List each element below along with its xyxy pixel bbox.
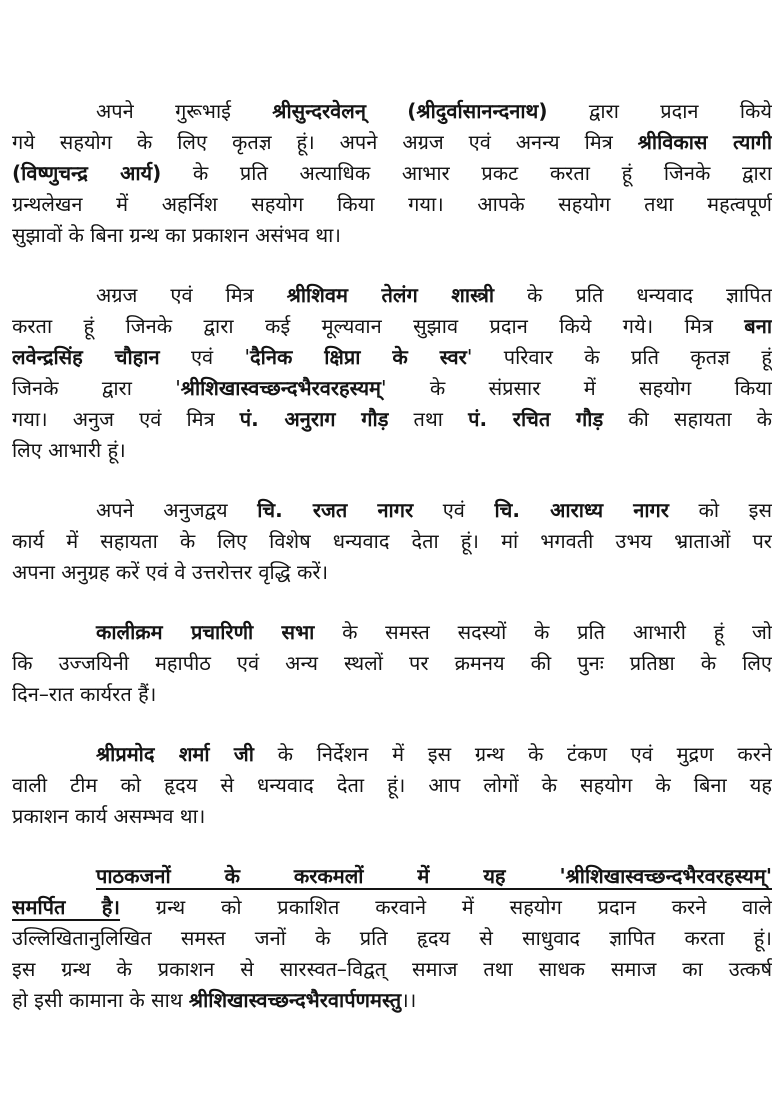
text: सुझावों के बिना ग्रन्थ का प्रकाशन असंभव था। <box>12 223 341 247</box>
text: अपने गुरूभाई <box>96 99 273 123</box>
text: गये सहयोग के लिए कृतज्ञ हूं। अपने अग्रज एवं अनन्य मित्र <box>12 130 638 154</box>
text: के समस्त सदस्यों के प्रति आभारी हूं जो <box>314 620 772 644</box>
text-line <box>12 861 772 892</box>
bold-text: समर्पित है। <box>12 895 121 919</box>
text-line <box>12 892 772 923</box>
text: दिन–रात कार्यरत हैं। <box>12 682 157 706</box>
paragraph <box>12 617 772 710</box>
text-line <box>12 96 772 127</box>
text: जिनके द्वारा ' <box>12 376 181 400</box>
bold-text: कालीक्रम प्रचारिणी सभा <box>96 620 315 644</box>
text: एवं <box>413 498 495 522</box>
bold-text: चि. आराध्य नागर <box>494 498 669 522</box>
bold-text: पं. रचित गौड़ <box>468 407 604 431</box>
bold-text: श्रीसुन्दरवेलन् <box>272 99 366 123</box>
text: उल्लिखितानुलिखित समस्त जनों के प्रति हृदय से साधुवाद ज्ञापित करता हूं। <box>12 926 772 950</box>
text: अग्रज एवं मित्र <box>96 283 287 307</box>
text-line <box>12 648 772 679</box>
paragraph <box>12 96 772 251</box>
text: ग्रन्थलेखन में अहर्निश सहयोग किया गया। आपके सहयोग तथा महत्वपूर्ण <box>12 192 772 216</box>
text-line <box>12 495 772 526</box>
text-line <box>12 557 772 588</box>
text: ' के संप्रसार में सहयोग किया <box>381 376 772 400</box>
text: कि उज्जयिनी महापीठ एवं अन्य स्थलों पर क्रमनय की पुनः प्रतिष्ठा के लिए <box>12 651 772 675</box>
text-line <box>12 801 772 832</box>
text: इस ग्रन्थ के प्रकाशन से सारस्वत–विद्वत् समाज तथा साधक समाज का उत्कर्ष <box>12 957 772 981</box>
bold-text: लवेन्द्रसिंह चौहान <box>12 345 160 369</box>
text-line <box>12 311 772 342</box>
text: हो इसी कामाना के साथ <box>12 988 189 1012</box>
text: एवं ' <box>159 345 251 369</box>
text-line <box>12 679 772 710</box>
document-page <box>12 96 772 1045</box>
text-line <box>12 342 772 373</box>
text-line <box>12 220 772 251</box>
text-line <box>12 158 772 189</box>
text-line <box>12 985 772 1016</box>
text <box>366 99 407 123</box>
text: प्रकाशन कार्य असम्भव था। <box>12 804 206 828</box>
text-line <box>12 127 772 158</box>
text-line <box>12 739 772 770</box>
text-line <box>12 617 772 648</box>
text-line <box>12 404 772 435</box>
text: तथा <box>388 407 469 431</box>
text-line <box>12 189 772 220</box>
text: की सहायता के <box>603 407 772 431</box>
text: अपने अनुजद्वय <box>96 498 258 522</box>
paragraph <box>12 495 772 588</box>
bold-text: श्रीशिवम तेलंग शास्त्री <box>286 283 495 307</box>
text-line <box>12 526 772 557</box>
text: गया। अनुज एवं मित्र <box>12 407 240 431</box>
text-line <box>12 280 772 311</box>
bold-text: श्रीप्रमोद शर्मा जी <box>96 742 254 766</box>
paragraph <box>12 739 772 832</box>
bold-text: दैनिक क्षिप्रा के स्वर <box>250 345 467 369</box>
bold-text: (विष्णुचन्द्र आर्य) <box>12 161 162 185</box>
bold-text: श्रीशिखास्वच्छन्दभैरवार्पणमस्तु <box>188 988 402 1012</box>
bold-text: चि. रजत नागर <box>257 498 414 522</box>
text: करता हूं जिनके द्वारा कई मूल्यवान सुझाव प्रदान किये गये। मित्र <box>12 314 745 338</box>
text: ।। <box>401 988 417 1012</box>
bold-text: श्रीशिखास्वच्छन्दभैरवरहस्यम् <box>180 376 382 400</box>
text: ' परिवार के प्रति कृतज्ञ हूं <box>466 345 772 369</box>
bold-text: पाठकजनों के करकमलों में यह 'श्रीशिखास्वच्छन्दभैरवरहस्यम्' <box>96 864 772 888</box>
text: लिए आभारी हूं। <box>12 438 126 462</box>
bold-text: पं. अनुराग गौड़ <box>239 407 389 431</box>
text-line <box>12 923 772 954</box>
text-line <box>12 770 772 801</box>
text: ग्रन्थ को प्रकाशित करवाने में सहयोग प्रदान करने वाले <box>120 895 772 919</box>
text-line <box>12 954 772 985</box>
bold-text: (श्रीदुर्वासानन्दनाथ) <box>407 99 548 123</box>
text: को इस <box>668 498 772 522</box>
paragraph <box>12 861 772 1016</box>
text-line <box>12 435 772 466</box>
text: कार्य में सहायता के लिए विशेष धन्यवाद देता हूं। मां भगवती उभय भ्राताओं पर <box>12 529 772 553</box>
bold-text: बना <box>744 314 772 338</box>
text-line <box>12 373 772 404</box>
paragraph <box>12 280 772 466</box>
text: वाली टीम को हृदय से धन्यवाद देता हूं। आप लोगों के सहयोग के बिना यह <box>12 773 772 797</box>
text: के प्रति अत्याधिक आभार प्रकट करता हूं जिनके द्वारा <box>161 161 772 185</box>
bold-text: श्रीविकास त्यागी <box>637 130 772 154</box>
text: के निर्देशन में इस ग्रन्थ के टंकण एवं मुद्रण करने <box>253 742 772 766</box>
text: के प्रति धन्यवाद ज्ञापित <box>494 283 772 307</box>
text: द्वारा प्रदान किये <box>547 99 772 123</box>
text: अपना अनुग्रह करें एवं वे उत्तरोत्तर वृद्धि करें। <box>12 560 329 584</box>
